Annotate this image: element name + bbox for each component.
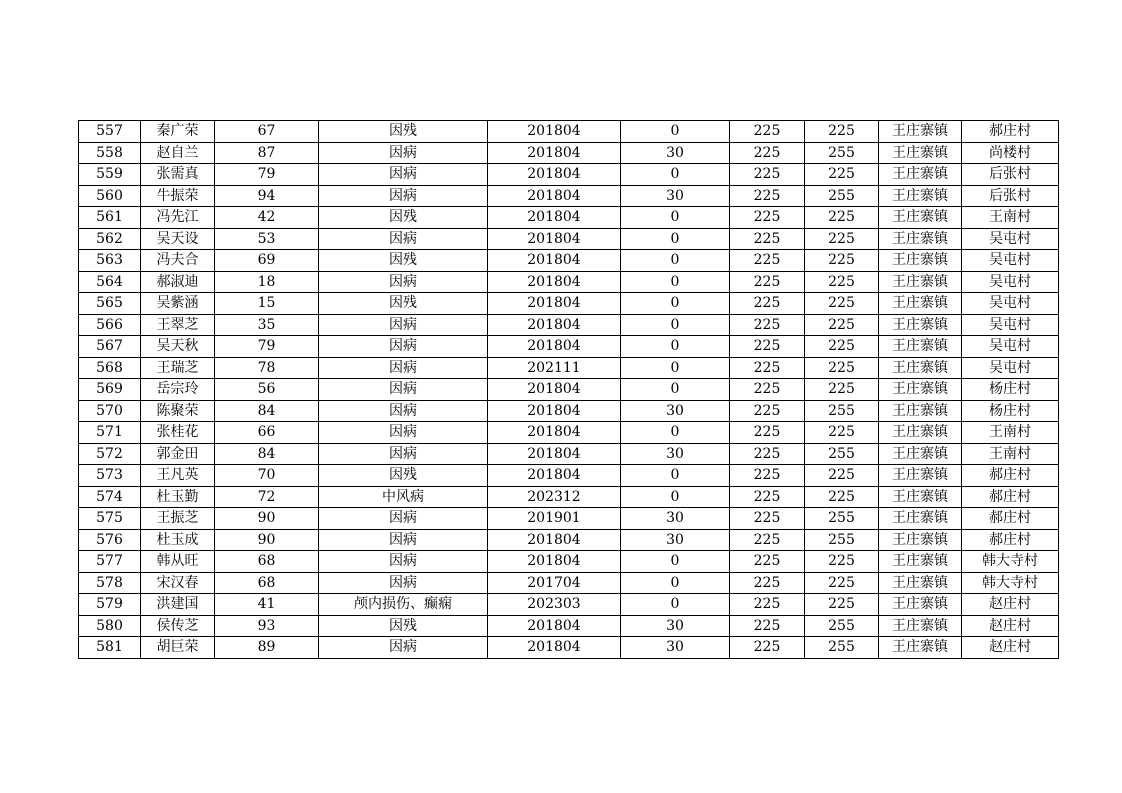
- cell-name: 王翠芝: [141, 314, 215, 336]
- cell-serial-number: 572: [79, 443, 141, 465]
- cell-town: 王庄寨镇: [879, 271, 962, 293]
- cell-village: 吴屯村: [962, 271, 1059, 293]
- cell-total-amount: 255: [805, 400, 879, 422]
- cell-subsidy: 0: [621, 572, 730, 594]
- cell-subsidy: 0: [621, 271, 730, 293]
- cell-subsidy: 0: [621, 164, 730, 186]
- cell-village: 郝庄村: [962, 121, 1059, 143]
- cell-name: 王凡英: [141, 465, 215, 487]
- cell-age: 68: [215, 551, 319, 573]
- cell-village: 杨庄村: [962, 400, 1059, 422]
- cell-total-amount: 255: [805, 142, 879, 164]
- cell-village: 王南村: [962, 422, 1059, 444]
- cell-village: 王南村: [962, 207, 1059, 229]
- cell-serial-number: 577: [79, 551, 141, 573]
- cell-reason: 因病: [319, 142, 488, 164]
- cell-village: 郝庄村: [962, 465, 1059, 487]
- cell-serial-number: 578: [79, 572, 141, 594]
- cell-age: 90: [215, 529, 319, 551]
- cell-name: 岳宗玲: [141, 379, 215, 401]
- table-row: [79, 228, 1059, 250]
- table-row: [79, 486, 1059, 508]
- cell-subsidy: 30: [621, 443, 730, 465]
- cell-total-amount: 225: [805, 379, 879, 401]
- table-row: [79, 508, 1059, 530]
- cell-base-amount: 225: [730, 250, 805, 272]
- cell-total-amount: 225: [805, 572, 879, 594]
- cell-base-amount: 225: [730, 357, 805, 379]
- cell-serial-number: 580: [79, 615, 141, 637]
- cell-subsidy: 30: [621, 400, 730, 422]
- cell-start-date: 201804: [488, 164, 621, 186]
- cell-start-date: 202312: [488, 486, 621, 508]
- cell-base-amount: 225: [730, 422, 805, 444]
- cell-subsidy: 30: [621, 529, 730, 551]
- cell-age: 42: [215, 207, 319, 229]
- table-row: [79, 293, 1059, 315]
- cell-base-amount: 225: [730, 271, 805, 293]
- cell-subsidy: 30: [621, 185, 730, 207]
- cell-town: 王庄寨镇: [879, 443, 962, 465]
- cell-base-amount: 225: [730, 121, 805, 143]
- cell-village: 吴屯村: [962, 357, 1059, 379]
- cell-subsidy: 0: [621, 357, 730, 379]
- cell-base-amount: 225: [730, 572, 805, 594]
- cell-name: 韩从旺: [141, 551, 215, 573]
- cell-total-amount: 255: [805, 443, 879, 465]
- cell-subsidy: 0: [621, 121, 730, 143]
- table-row: [79, 314, 1059, 336]
- cell-subsidy: 0: [621, 486, 730, 508]
- cell-base-amount: 225: [730, 336, 805, 358]
- cell-serial-number: 562: [79, 228, 141, 250]
- cell-village: 后张村: [962, 185, 1059, 207]
- cell-serial-number: 559: [79, 164, 141, 186]
- cell-reason: 因病: [319, 529, 488, 551]
- table-row: [79, 207, 1059, 229]
- cell-town: 王庄寨镇: [879, 228, 962, 250]
- cell-town: 王庄寨镇: [879, 164, 962, 186]
- cell-village: 郝庄村: [962, 529, 1059, 551]
- cell-total-amount: 255: [805, 637, 879, 659]
- cell-reason: 因残: [319, 207, 488, 229]
- cell-age: 68: [215, 572, 319, 594]
- cell-start-date: 201804: [488, 336, 621, 358]
- cell-base-amount: 225: [730, 551, 805, 573]
- cell-name: 吴天设: [141, 228, 215, 250]
- cell-village: 后张村: [962, 164, 1059, 186]
- table-row: [79, 379, 1059, 401]
- cell-town: 王庄寨镇: [879, 142, 962, 164]
- cell-reason: 因病: [319, 379, 488, 401]
- cell-age: 15: [215, 293, 319, 315]
- cell-subsidy: 30: [621, 615, 730, 637]
- cell-village: 吴屯村: [962, 314, 1059, 336]
- table-row: [79, 400, 1059, 422]
- table-row: [79, 572, 1059, 594]
- cell-start-date: 201804: [488, 121, 621, 143]
- cell-reason: 因残: [319, 121, 488, 143]
- cell-name: 冯夫合: [141, 250, 215, 272]
- cell-serial-number: 568: [79, 357, 141, 379]
- table-row: [79, 271, 1059, 293]
- cell-reason: 因病: [319, 228, 488, 250]
- cell-name: 王瑞芝: [141, 357, 215, 379]
- cell-serial-number: 573: [79, 465, 141, 487]
- cell-town: 王庄寨镇: [879, 357, 962, 379]
- cell-reason: 因残: [319, 250, 488, 272]
- cell-name: 张需真: [141, 164, 215, 186]
- cell-village: 吴屯村: [962, 250, 1059, 272]
- cell-serial-number: 566: [79, 314, 141, 336]
- cell-start-date: 201804: [488, 529, 621, 551]
- cell-subsidy: 30: [621, 637, 730, 659]
- cell-start-date: 201804: [488, 228, 621, 250]
- cell-village: 王南村: [962, 443, 1059, 465]
- cell-reason: 因残: [319, 615, 488, 637]
- cell-village: 杨庄村: [962, 379, 1059, 401]
- cell-serial-number: 561: [79, 207, 141, 229]
- cell-name: 侯传芝: [141, 615, 215, 637]
- table-row: [79, 637, 1059, 659]
- cell-base-amount: 225: [730, 486, 805, 508]
- cell-serial-number: 579: [79, 594, 141, 616]
- cell-town: 王庄寨镇: [879, 207, 962, 229]
- cell-serial-number: 574: [79, 486, 141, 508]
- cell-total-amount: 255: [805, 615, 879, 637]
- cell-reason: 因病: [319, 443, 488, 465]
- cell-name: 冯先江: [141, 207, 215, 229]
- cell-name: 吴天秋: [141, 336, 215, 358]
- cell-subsidy: 0: [621, 314, 730, 336]
- cell-subsidy: 0: [621, 250, 730, 272]
- cell-start-date: 201804: [488, 207, 621, 229]
- cell-base-amount: 225: [730, 314, 805, 336]
- table-row: [79, 121, 1059, 143]
- cell-total-amount: 255: [805, 529, 879, 551]
- cell-start-date: 201804: [488, 551, 621, 573]
- cell-age: 87: [215, 142, 319, 164]
- cell-start-date: 201704: [488, 572, 621, 594]
- table-row: [79, 443, 1059, 465]
- cell-name: 郝淑迪: [141, 271, 215, 293]
- cell-base-amount: 225: [730, 293, 805, 315]
- cell-serial-number: 564: [79, 271, 141, 293]
- cell-total-amount: 225: [805, 422, 879, 444]
- cell-base-amount: 225: [730, 379, 805, 401]
- table-row: [79, 142, 1059, 164]
- cell-name: 洪建国: [141, 594, 215, 616]
- cell-town: 王庄寨镇: [879, 293, 962, 315]
- cell-town: 王庄寨镇: [879, 400, 962, 422]
- cell-reason: 因病: [319, 551, 488, 573]
- cell-reason: 因残: [319, 293, 488, 315]
- cell-serial-number: 570: [79, 400, 141, 422]
- cell-serial-number: 575: [79, 508, 141, 530]
- cell-town: 王庄寨镇: [879, 422, 962, 444]
- cell-age: 70: [215, 465, 319, 487]
- cell-reason: 因病: [319, 422, 488, 444]
- cell-serial-number: 567: [79, 336, 141, 358]
- cell-village: 赵庄村: [962, 615, 1059, 637]
- cell-reason: 因残: [319, 465, 488, 487]
- cell-age: 84: [215, 443, 319, 465]
- cell-town: 王庄寨镇: [879, 379, 962, 401]
- cell-village: 赵庄村: [962, 637, 1059, 659]
- cell-base-amount: 225: [730, 400, 805, 422]
- cell-age: 69: [215, 250, 319, 272]
- cell-base-amount: 225: [730, 142, 805, 164]
- cell-town: 王庄寨镇: [879, 121, 962, 143]
- cell-reason: 因病: [319, 271, 488, 293]
- cell-town: 王庄寨镇: [879, 572, 962, 594]
- cell-serial-number: 571: [79, 422, 141, 444]
- cell-name: 杜玉成: [141, 529, 215, 551]
- cell-total-amount: 225: [805, 250, 879, 272]
- cell-reason: 因病: [319, 314, 488, 336]
- table-row: [79, 551, 1059, 573]
- cell-name: 牛振荣: [141, 185, 215, 207]
- cell-base-amount: 225: [730, 465, 805, 487]
- table-row: [79, 594, 1059, 616]
- cell-age: 41: [215, 594, 319, 616]
- cell-age: 56: [215, 379, 319, 401]
- cell-total-amount: 225: [805, 314, 879, 336]
- cell-name: 吴紫涵: [141, 293, 215, 315]
- cell-total-amount: 225: [805, 293, 879, 315]
- cell-name: 陈聚荣: [141, 400, 215, 422]
- cell-village: 郝庄村: [962, 486, 1059, 508]
- cell-town: 王庄寨镇: [879, 486, 962, 508]
- cell-reason: 因病: [319, 357, 488, 379]
- cell-start-date: 201804: [488, 615, 621, 637]
- cell-age: 84: [215, 400, 319, 422]
- cell-subsidy: 0: [621, 336, 730, 358]
- cell-name: 秦广荣: [141, 121, 215, 143]
- cell-total-amount: 225: [805, 594, 879, 616]
- table-row: [79, 422, 1059, 444]
- cell-village: 赵庄村: [962, 594, 1059, 616]
- cell-serial-number: 581: [79, 637, 141, 659]
- cell-reason: 因病: [319, 637, 488, 659]
- cell-total-amount: 255: [805, 185, 879, 207]
- cell-village: 吴屯村: [962, 228, 1059, 250]
- cell-name: 胡巨荣: [141, 637, 215, 659]
- cell-town: 王庄寨镇: [879, 336, 962, 358]
- cell-start-date: 201804: [488, 379, 621, 401]
- table-row: [79, 250, 1059, 272]
- cell-town: 王庄寨镇: [879, 637, 962, 659]
- table-row: [79, 615, 1059, 637]
- cell-village: 韩大寺村: [962, 572, 1059, 594]
- cell-base-amount: 225: [730, 164, 805, 186]
- cell-name: 宋汉春: [141, 572, 215, 594]
- cell-base-amount: 225: [730, 443, 805, 465]
- cell-age: 78: [215, 357, 319, 379]
- cell-age: 79: [215, 164, 319, 186]
- cell-age: 90: [215, 508, 319, 530]
- cell-start-date: 201804: [488, 637, 621, 659]
- cell-base-amount: 225: [730, 207, 805, 229]
- cell-age: 94: [215, 185, 319, 207]
- cell-age: 35: [215, 314, 319, 336]
- cell-name: 王振芝: [141, 508, 215, 530]
- cell-reason: 颅内损伤、癫痫: [319, 594, 488, 616]
- table-row: [79, 336, 1059, 358]
- cell-total-amount: 255: [805, 508, 879, 530]
- cell-total-amount: 225: [805, 207, 879, 229]
- cell-start-date: 201804: [488, 465, 621, 487]
- cell-total-amount: 225: [805, 271, 879, 293]
- cell-serial-number: 576: [79, 529, 141, 551]
- roster-table-body: [79, 121, 1059, 659]
- cell-name: 赵自兰: [141, 142, 215, 164]
- cell-total-amount: 225: [805, 121, 879, 143]
- cell-base-amount: 225: [730, 529, 805, 551]
- cell-start-date: 201901: [488, 508, 621, 530]
- cell-serial-number: 558: [79, 142, 141, 164]
- cell-age: 72: [215, 486, 319, 508]
- cell-age: 53: [215, 228, 319, 250]
- cell-subsidy: 0: [621, 551, 730, 573]
- cell-total-amount: 225: [805, 486, 879, 508]
- cell-village: 吴屯村: [962, 293, 1059, 315]
- cell-total-amount: 225: [805, 357, 879, 379]
- cell-subsidy: 0: [621, 228, 730, 250]
- cell-name: 张桂花: [141, 422, 215, 444]
- cell-start-date: 201804: [488, 142, 621, 164]
- cell-subsidy: 0: [621, 594, 730, 616]
- cell-serial-number: 560: [79, 185, 141, 207]
- cell-reason: 因病: [319, 164, 488, 186]
- cell-age: 89: [215, 637, 319, 659]
- cell-serial-number: 569: [79, 379, 141, 401]
- cell-reason: 因病: [319, 400, 488, 422]
- cell-base-amount: 225: [730, 508, 805, 530]
- cell-town: 王庄寨镇: [879, 508, 962, 530]
- cell-town: 王庄寨镇: [879, 185, 962, 207]
- cell-village: 尚楼村: [962, 142, 1059, 164]
- cell-name: 杜玉勤: [141, 486, 215, 508]
- cell-reason: 因病: [319, 572, 488, 594]
- cell-town: 王庄寨镇: [879, 551, 962, 573]
- cell-age: 67: [215, 121, 319, 143]
- table-row: [79, 465, 1059, 487]
- cell-reason: 因病: [319, 185, 488, 207]
- cell-start-date: 201804: [488, 400, 621, 422]
- table-row: [79, 357, 1059, 379]
- table-row: [79, 529, 1059, 551]
- roster-table: [78, 120, 1059, 659]
- cell-total-amount: 225: [805, 465, 879, 487]
- cell-subsidy: 0: [621, 379, 730, 401]
- cell-reason: 中风病: [319, 486, 488, 508]
- cell-age: 93: [215, 615, 319, 637]
- cell-serial-number: 565: [79, 293, 141, 315]
- cell-town: 王庄寨镇: [879, 594, 962, 616]
- cell-start-date: 201804: [488, 443, 621, 465]
- cell-subsidy: 30: [621, 508, 730, 530]
- cell-subsidy: 30: [621, 142, 730, 164]
- cell-serial-number: 563: [79, 250, 141, 272]
- cell-subsidy: 0: [621, 207, 730, 229]
- cell-town: 王庄寨镇: [879, 529, 962, 551]
- cell-start-date: 201804: [488, 271, 621, 293]
- cell-total-amount: 225: [805, 551, 879, 573]
- cell-start-date: 201804: [488, 250, 621, 272]
- cell-town: 王庄寨镇: [879, 314, 962, 336]
- cell-subsidy: 0: [621, 465, 730, 487]
- cell-village: 韩大寺村: [962, 551, 1059, 573]
- cell-start-date: 201804: [488, 422, 621, 444]
- table-row: [79, 164, 1059, 186]
- cell-base-amount: 225: [730, 228, 805, 250]
- cell-total-amount: 225: [805, 228, 879, 250]
- cell-town: 王庄寨镇: [879, 250, 962, 272]
- cell-start-date: 202111: [488, 357, 621, 379]
- cell-serial-number: 557: [79, 121, 141, 143]
- cell-town: 王庄寨镇: [879, 465, 962, 487]
- cell-name: 郭金田: [141, 443, 215, 465]
- cell-start-date: 201804: [488, 293, 621, 315]
- cell-village: 郝庄村: [962, 508, 1059, 530]
- cell-town: 王庄寨镇: [879, 615, 962, 637]
- cell-total-amount: 225: [805, 164, 879, 186]
- cell-age: 79: [215, 336, 319, 358]
- cell-start-date: 202303: [488, 594, 621, 616]
- cell-age: 18: [215, 271, 319, 293]
- cell-start-date: 201804: [488, 185, 621, 207]
- cell-base-amount: 225: [730, 637, 805, 659]
- cell-total-amount: 225: [805, 336, 879, 358]
- cell-reason: 因病: [319, 508, 488, 530]
- cell-base-amount: 225: [730, 185, 805, 207]
- cell-age: 66: [215, 422, 319, 444]
- cell-reason: 因病: [319, 336, 488, 358]
- cell-start-date: 201804: [488, 314, 621, 336]
- cell-village: 吴屯村: [962, 336, 1059, 358]
- cell-subsidy: 0: [621, 422, 730, 444]
- table-row: [79, 185, 1059, 207]
- cell-base-amount: 225: [730, 615, 805, 637]
- cell-base-amount: 225: [730, 594, 805, 616]
- cell-subsidy: 0: [621, 293, 730, 315]
